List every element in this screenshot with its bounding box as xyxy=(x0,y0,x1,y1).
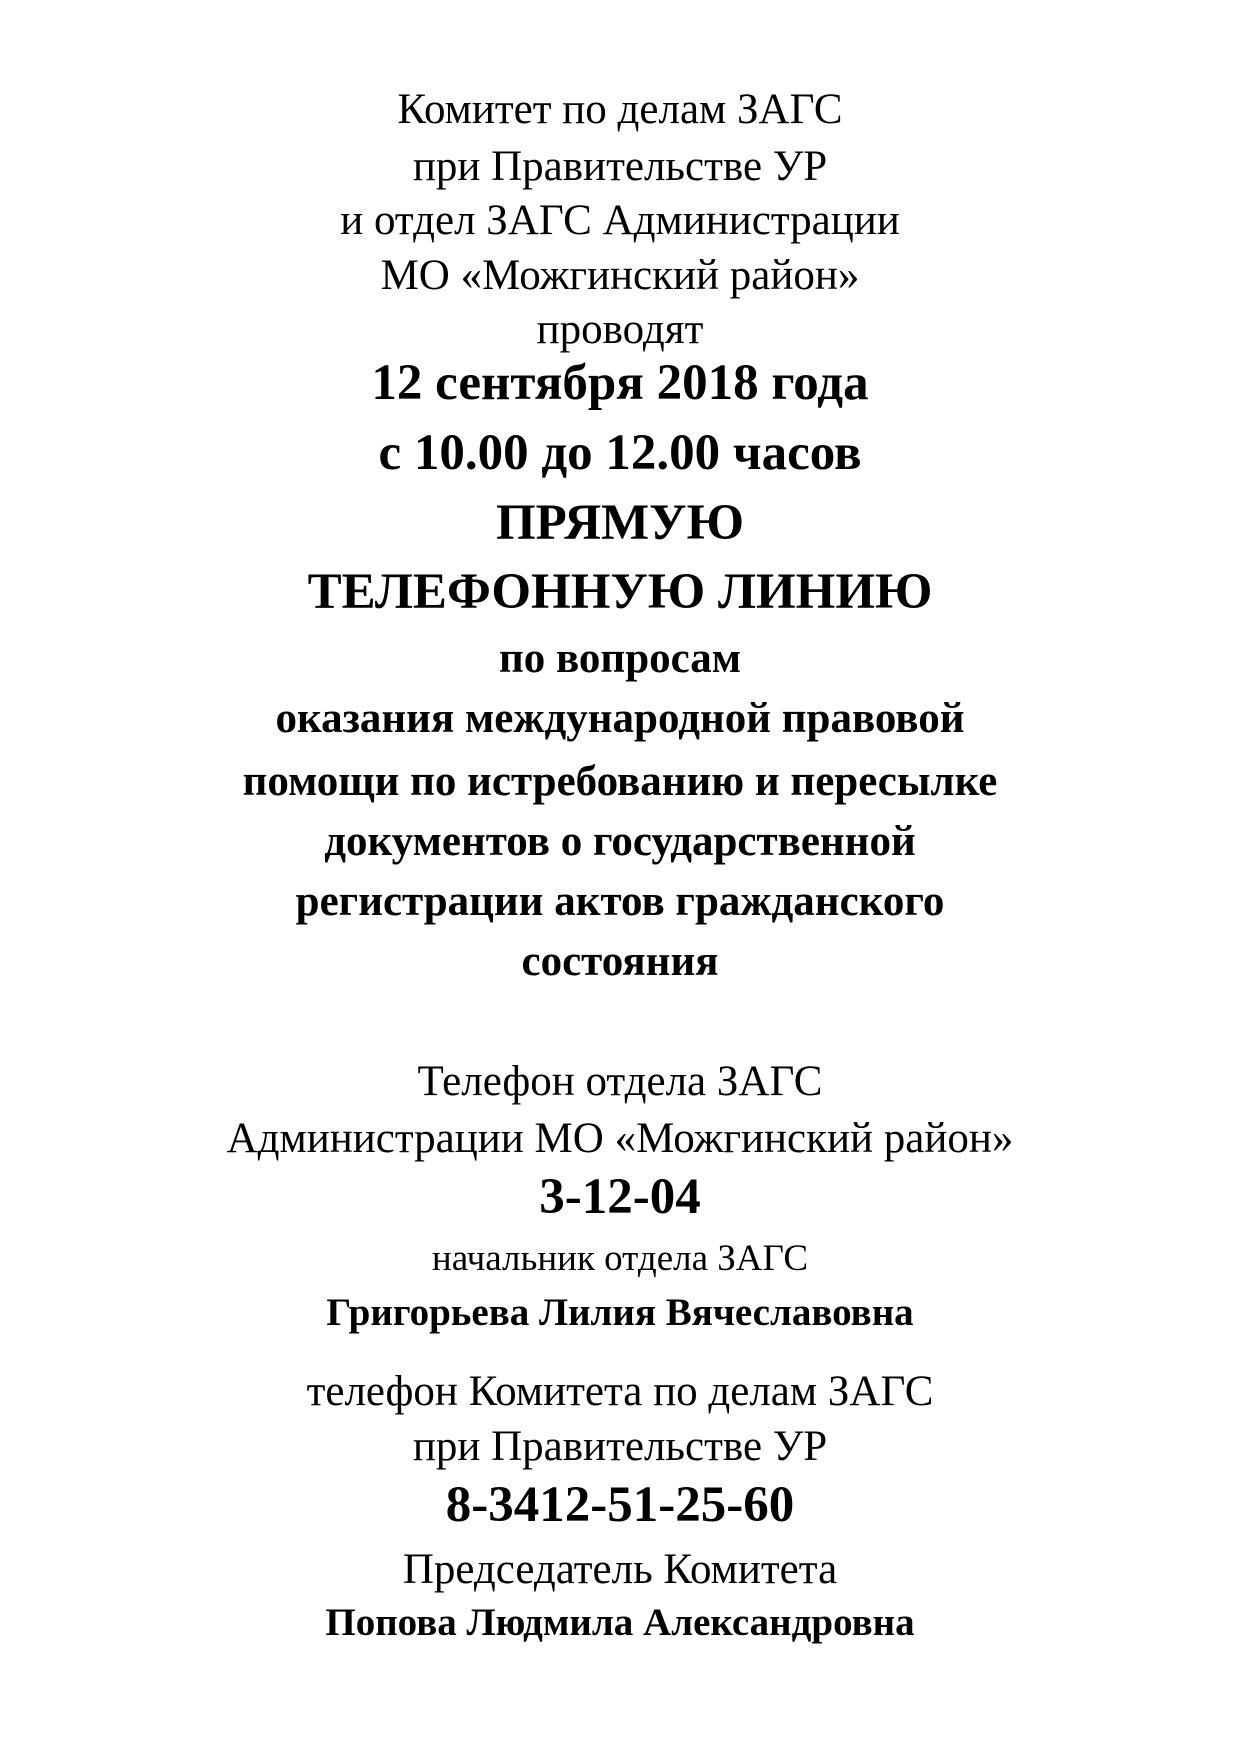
topic-line2: оказания международной правовой xyxy=(275,695,965,742)
event-time: с 10.00 до 12.00 часов xyxy=(378,425,862,481)
local-office-position: начальник отдела ЗАГС xyxy=(431,1238,809,1279)
intro-line-office: и отдел ЗАГС Администрации xyxy=(340,197,900,244)
topic-line4: документов о государственной xyxy=(324,818,916,865)
intro-line-district: МО «Можгинский район» xyxy=(380,252,860,299)
topic-line1: по вопросам xyxy=(498,635,742,682)
committee-person: Попова Людмила Александровна xyxy=(325,1601,915,1644)
committee-position: Председатель Комитета xyxy=(402,1546,838,1593)
event-title-line2: ТЕЛЕФОННУЮ ЛИНИЮ xyxy=(307,564,933,620)
intro-line-government: при Правительстве УР xyxy=(412,143,828,190)
topic-line5: регистрации актов гражданского xyxy=(295,878,945,925)
local-office-label-line1: Телефон отдела ЗАГС xyxy=(417,1058,823,1105)
local-office-phone: 3-12-04 xyxy=(539,1169,701,1225)
event-title-line1: ПРЯМУЮ xyxy=(495,495,745,551)
committee-phone: 8-3412-51-25-60 xyxy=(445,1477,795,1533)
intro-line-conduct: проводят xyxy=(536,306,704,353)
committee-label-line2: при Правительстве УР xyxy=(412,1423,828,1470)
committee-label-line1: телефон Комитета по делам ЗАГС xyxy=(306,1368,934,1415)
local-office-label-line2: Администрации МО «Можгинский район» xyxy=(226,1115,1014,1162)
event-date: 12 сентября 2018 года xyxy=(371,355,869,411)
intro-line-committee: Комитет по делам ЗАГС xyxy=(397,86,843,133)
topic-line3: помощи по истребованию и пересылке xyxy=(242,758,998,805)
topic-line6: состояния xyxy=(521,938,719,985)
local-office-person: Григорьева Лилия Вячеславовна xyxy=(326,1291,914,1334)
